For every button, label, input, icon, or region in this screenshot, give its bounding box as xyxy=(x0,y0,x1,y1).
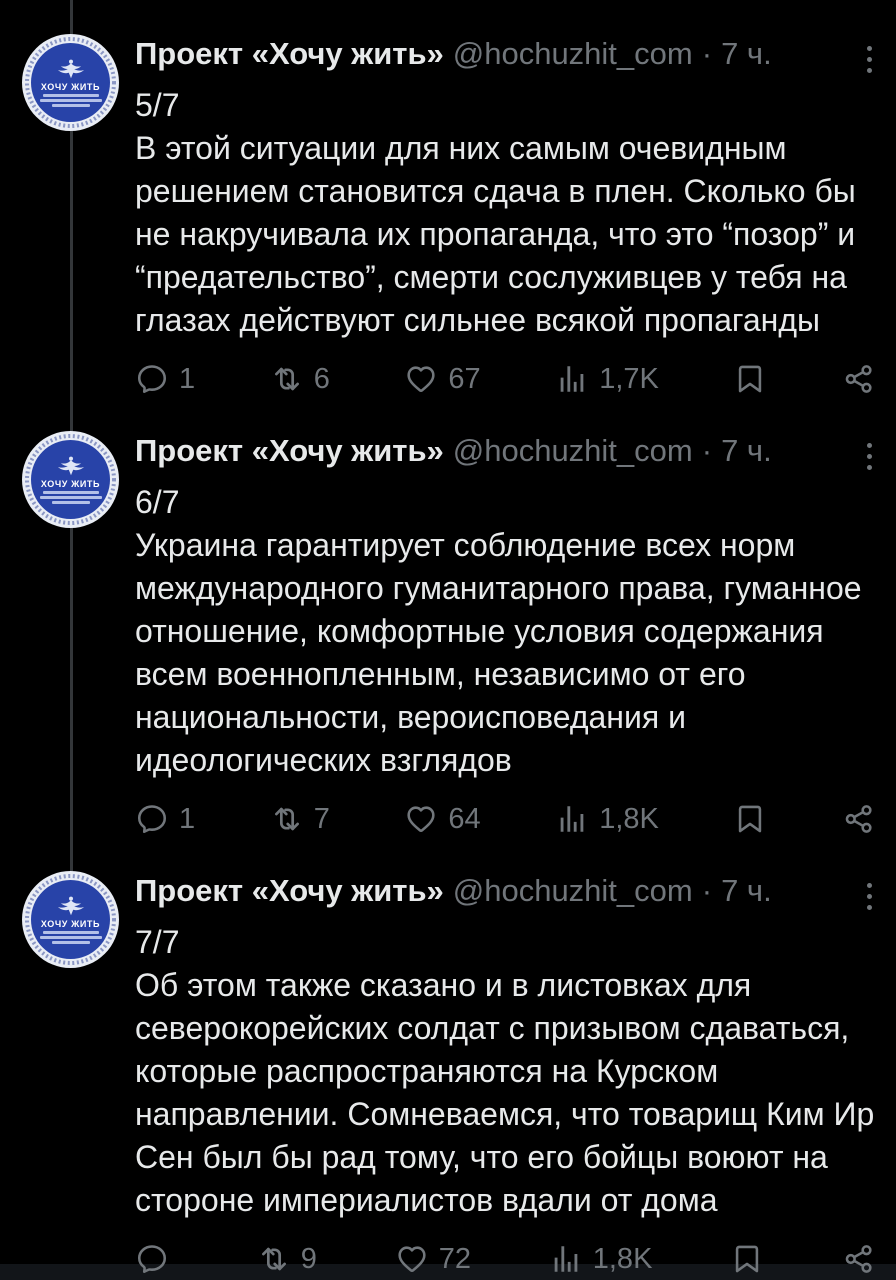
tweet-metrics xyxy=(135,357,878,401)
share-icon xyxy=(842,802,876,836)
author-handle[interactable]: @hochuzhit_com xyxy=(452,873,693,908)
tweet-text: В этой ситуации для них самым очевидным решением становится сдача в плен. Сколько бы не накручивала их пропаганда, что это “позор” и “предательство”, смерти сослуживцев у тебя на глазах действуют сильнее всякой пропаганды xyxy=(135,130,856,338)
author-name[interactable]: Проект «Хочу жить» xyxy=(135,433,444,468)
repost-button[interactable] xyxy=(270,362,330,396)
repost-button[interactable] xyxy=(270,802,330,836)
tweet-metrics xyxy=(135,1237,878,1280)
tweet-timestamp[interactable]: 7 ч. xyxy=(721,433,772,468)
views-icon xyxy=(555,802,589,836)
tweet-header xyxy=(135,34,878,81)
author-name[interactable]: Проект «Хочу жить» xyxy=(135,873,444,908)
like-button[interactable] xyxy=(404,362,480,396)
views-button[interactable] xyxy=(555,802,659,836)
more-icon xyxy=(867,443,872,448)
avatar-small-text-line xyxy=(43,491,99,494)
bookmark-button[interactable] xyxy=(733,802,767,836)
bookmark-icon xyxy=(730,1242,764,1276)
share-icon xyxy=(842,1242,876,1276)
like-count: 67 xyxy=(448,363,481,395)
reply-count: 1 xyxy=(179,363,196,395)
thread-counter: 6/7 xyxy=(135,484,180,520)
like-icon xyxy=(395,1242,429,1276)
tweet-3[interactable] xyxy=(0,845,896,1280)
avatar-small-text-line xyxy=(40,496,102,499)
tweet-1[interactable] xyxy=(0,0,896,405)
avatar-small-text-line xyxy=(40,99,102,102)
views-count: 1,7K xyxy=(599,363,659,395)
like-icon xyxy=(404,362,438,396)
avatar-logo-disc xyxy=(31,43,110,122)
avatar[interactable] xyxy=(22,871,119,968)
header-separator: · xyxy=(701,873,713,908)
share-button[interactable] xyxy=(842,802,876,836)
like-button[interactable] xyxy=(404,802,480,836)
avatar-label: ХОЧУ ЖИТЬ xyxy=(40,918,101,929)
like-count: 64 xyxy=(448,803,481,835)
bookmark-button[interactable] xyxy=(730,1242,764,1276)
avatar-small-text-line xyxy=(43,94,99,97)
tweet-header xyxy=(135,431,878,478)
author-handle[interactable]: @hochuzhit_com xyxy=(452,433,693,468)
views-count: 1,8K xyxy=(592,1243,653,1275)
tweet-text: Об этом также сказано и в листовках для северокорейских солдат с призывом сдаваться, которые распространяются на Курском направлении. Сомневаемся, что товарищ Ким Ир Сен был бы рад тому, что его бойцы воюют на стороне империалистов вдали от дома xyxy=(135,967,875,1218)
thread-counter: 5/7 xyxy=(135,87,180,123)
avatar-small-text-line xyxy=(52,501,90,504)
views-count: 1,8K xyxy=(599,803,659,835)
avatar-logo-disc xyxy=(31,440,110,519)
views-button[interactable] xyxy=(555,362,659,396)
bookmark-icon xyxy=(733,802,767,836)
more-icon xyxy=(867,883,872,888)
tweet-text: Украина гарантирует соблюдение всех норм международного гуманитарного права, гуманное отношение, комфортные условия содержания всем военнопленным, независимо от его национальности, вероисповедания и идеологических взглядов xyxy=(135,527,862,778)
tweet-content xyxy=(135,34,878,401)
tweet-metrics xyxy=(135,797,878,841)
header-separator: · xyxy=(701,36,713,71)
avatar-label: ХОЧУ ЖИТЬ xyxy=(40,478,101,489)
bookmark-button[interactable] xyxy=(733,362,767,396)
reply-button[interactable] xyxy=(135,802,195,836)
tweet-content xyxy=(135,871,878,1280)
avatar-logo-disc xyxy=(31,880,110,959)
avatar[interactable] xyxy=(22,431,119,528)
more-icon xyxy=(867,46,872,51)
more-button[interactable] xyxy=(861,435,878,478)
dove-emblem-icon xyxy=(49,456,93,478)
tweet-timestamp[interactable]: 7 ч. xyxy=(721,36,772,71)
more-button[interactable] xyxy=(861,875,878,918)
reply-count: 1 xyxy=(179,803,196,835)
share-icon xyxy=(842,362,876,396)
author-handle[interactable]: @hochuzhit_com xyxy=(452,36,693,71)
views-icon xyxy=(549,1242,583,1276)
like-icon xyxy=(404,802,438,836)
views-button[interactable] xyxy=(549,1242,653,1276)
like-count: 72 xyxy=(438,1243,471,1275)
avatar-label: ХОЧУ ЖИТЬ xyxy=(40,81,101,92)
repost-button[interactable] xyxy=(257,1242,317,1276)
avatar-small-text-line xyxy=(52,941,90,944)
reply-button[interactable] xyxy=(135,362,195,396)
tweet-content xyxy=(135,431,878,841)
repost-icon xyxy=(270,362,304,396)
thread-counter: 7/7 xyxy=(135,924,180,960)
author-name[interactable]: Проект «Хочу жить» xyxy=(135,36,444,71)
reply-icon xyxy=(135,802,169,836)
more-button[interactable] xyxy=(861,38,878,81)
tweet-2[interactable] xyxy=(0,405,896,845)
share-button[interactable] xyxy=(842,1242,876,1276)
dove-emblem-icon xyxy=(49,896,93,918)
avatar-column xyxy=(22,871,135,1280)
reply-icon xyxy=(135,1242,169,1276)
avatar-column xyxy=(22,431,135,841)
avatar-small-text-line xyxy=(52,104,90,107)
repost-count: 6 xyxy=(313,363,330,395)
avatar-small-text-line xyxy=(43,931,99,934)
avatar-small-text-line xyxy=(40,936,102,939)
repost-count: 9 xyxy=(300,1243,317,1275)
header-separator: · xyxy=(701,433,713,468)
bookmark-icon xyxy=(733,362,767,396)
repost-icon xyxy=(270,802,304,836)
avatar-column xyxy=(22,34,135,401)
reply-icon xyxy=(135,362,169,396)
repost-count: 7 xyxy=(313,803,330,835)
repost-icon xyxy=(257,1242,291,1276)
tweet-timestamp[interactable]: 7 ч. xyxy=(721,873,772,908)
like-button[interactable] xyxy=(395,1242,471,1276)
tweet-header xyxy=(135,871,878,918)
share-button[interactable] xyxy=(842,362,876,396)
dove-emblem-icon xyxy=(49,59,93,81)
reply-button[interactable] xyxy=(135,1242,179,1276)
avatar[interactable] xyxy=(22,34,119,131)
views-icon xyxy=(555,362,589,396)
